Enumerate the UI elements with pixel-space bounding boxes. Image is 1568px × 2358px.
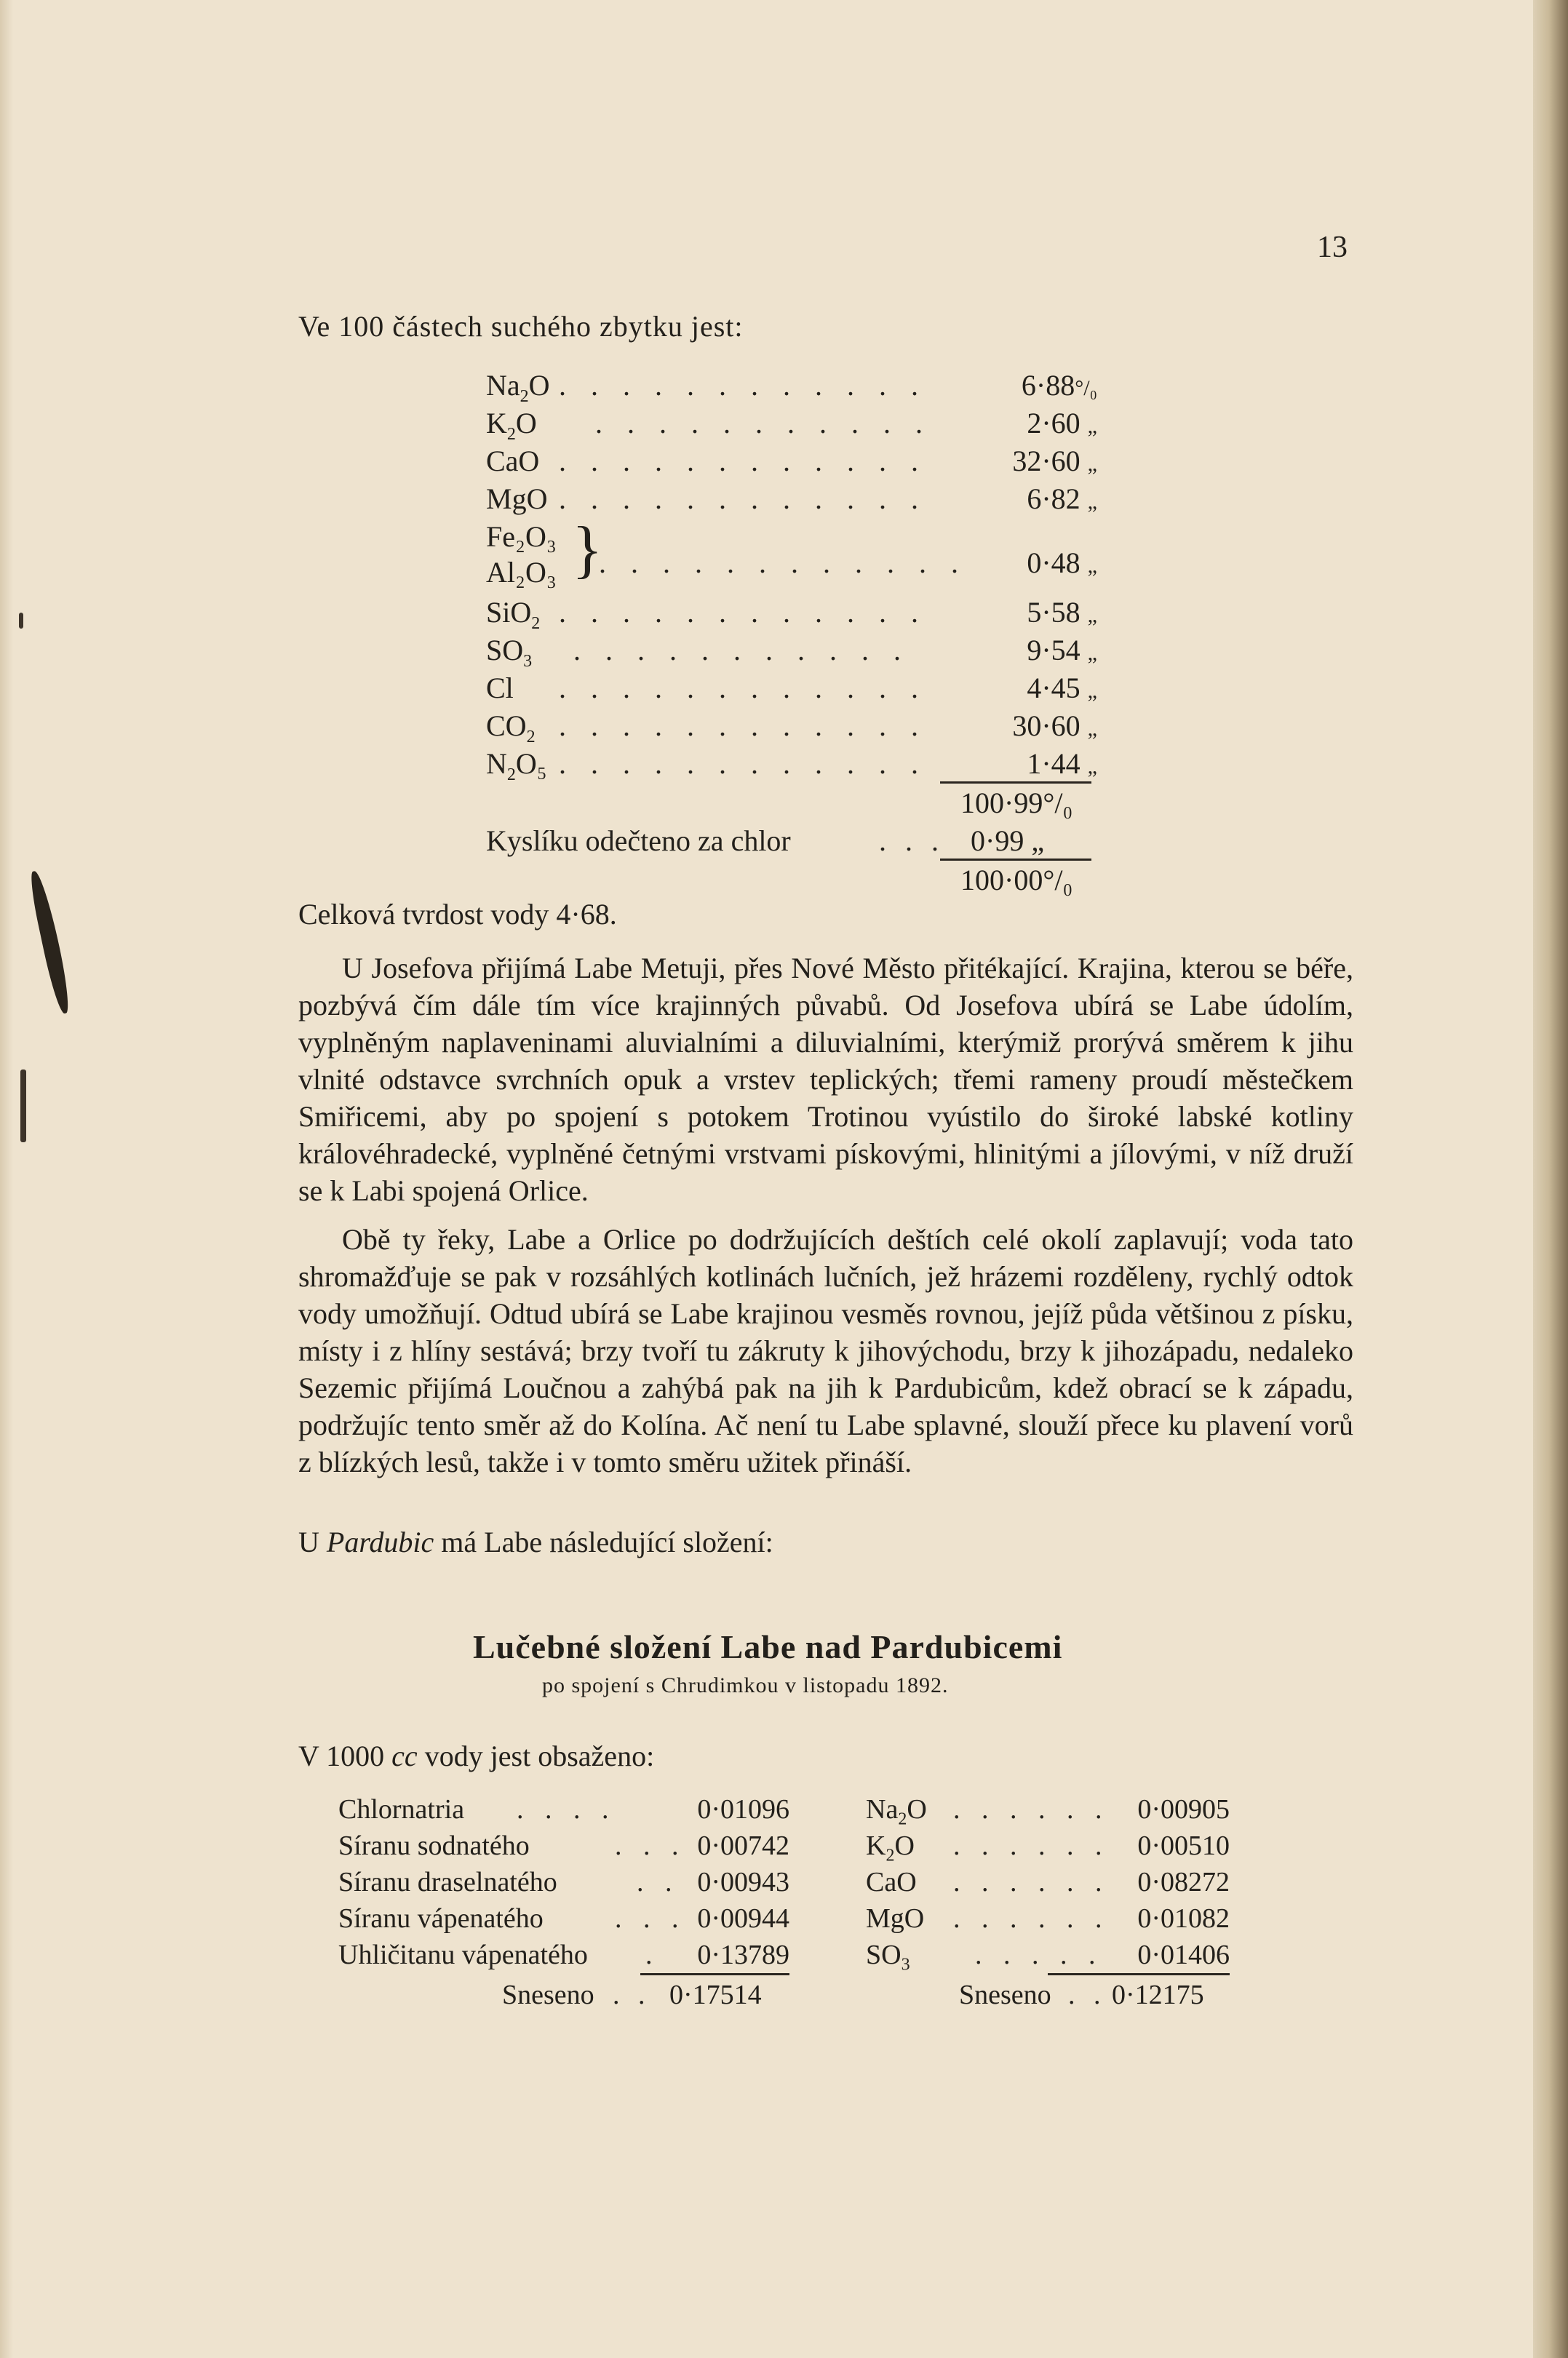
sum-rule (1048, 1973, 1230, 1975)
leader-dots: . . . (879, 824, 944, 857)
oxygen-label: Kyslíku odečteno za chlor (486, 824, 791, 857)
compound-name: MgO (486, 482, 548, 515)
pardubice-line: U Pardubic má Labe následující složení: (298, 1526, 773, 1558)
compound-value: 2·60 „ (1027, 407, 1097, 439)
sum-rule (640, 1973, 789, 1975)
intro-line: Ve 100 částech suchého zbytku jest: (298, 310, 744, 343)
sum-rule (940, 781, 1091, 784)
salt-row: Chlornatria . . . . 0·01096 (338, 1794, 789, 1825)
compound-name: $Na_2O$ (486, 369, 550, 406)
compound-name: SiO$_2$ (486, 596, 541, 633)
page-tear-mark (27, 869, 73, 1015)
paragraph: Obě ty řeky, Labe a Orlice po dodržujících deštích celé okolí zaplavují; voda tato shromažďuje se pak v rozsáhlých kotlinách lučních, jež hrázemi rozděleny, rychlý odtok vody umožňují. Odtud ubírá se Labe krajinou vesměs rovnou, jejíž půda většinou z písku, místy i z hlíny sestává; brzy tvoří tu zákruty k jihovýchodu, brzy k jihozápadu, nedaleko Sezemic přijímá Loučnou a zahýbá pak na jih k Pardubicům, kdež obrací se k západu, podržujíc tento směr až do Kolína. Ač není tu Labe splavné, slouží přece ku plavení vorů z blízkých lesů, takže i v tomto směru užitek přináší. (298, 1223, 1353, 1478)
compound-value: 0·48 „ (1027, 546, 1097, 579)
compound-value: 32·60 „ (1012, 445, 1097, 477)
compound-name: $K_2O$ (486, 407, 537, 444)
leader-dots: . . . . . . . . . . . . (559, 672, 927, 704)
composition-row (486, 595, 1097, 633)
leader-dots: . . . . . . . . . . . . (599, 546, 967, 579)
leader-dots: . . . . . . . . . . . . (559, 482, 927, 515)
salt-row: Síranu sodnatého . . . 0·00742 (338, 1831, 789, 1861)
composition-row (486, 709, 1097, 746)
leader-dots: . . . . . . . . . . . . (559, 369, 927, 402)
composition-row (486, 368, 1097, 406)
composition-total: 100·00°/₀ (960, 864, 1073, 896)
analysis-title: Lučebné složení Labe nad Pardubicemi (473, 1628, 1063, 1665)
salts-total-value: 0·17514 (669, 1980, 762, 2010)
ion-row: $K_2O$ . . . . . . 0·00510 (866, 1831, 1230, 1865)
ion-row: CaO . . . . . . 0·08272 (866, 1867, 1230, 1897)
compound-value: 30·60 „ (1012, 709, 1097, 742)
paragraph: U Josefova přijímá Labe Metuji, přes Nové Město přitékající. Krajina, kterou se béře, pozbývá čím dále tím více krajinných půvabů. Od Josefova ubírá se Labe údolím, vyplněným naplaveninami aluvialními a diluvialními, kterýmiž prorývá směrem k jihu vlnité odstavce svrchních opuk a vrstev teplických; třemi rameny proudí městečkem Smiřicemi, aby po spojení s potokem Trotinou vyústilo do široké labské kotliny královéhradecké, vyplněné četnými vrstvami pískovými, hlinitými a jílovými, v níž druží se k Labi spojená Orlice. (298, 952, 1353, 1207)
compound-name: $SO_3$ (486, 634, 533, 671)
page-number: 13 (1317, 231, 1348, 264)
leader-dots: . . . . . . . . . . . . (559, 596, 927, 629)
leader-dots: . . . . . . . . . . . . (559, 709, 927, 742)
sum-rule (940, 859, 1091, 861)
leader-dots: . . . . . . . . . . . (595, 407, 931, 439)
composition-row (486, 444, 1097, 482)
ion-row: MgO . . . . . . 0·01082 (866, 1903, 1230, 1934)
ions-total-label: Sneseno (959, 1980, 1051, 2010)
compound-name: CaO (486, 445, 540, 477)
composition-row (486, 406, 1097, 444)
fe2o3-label: Fe₂O₃ (486, 520, 557, 553)
leader-dots: . . . . . . . . . . . (573, 634, 910, 666)
place-name: Pardubic (326, 1526, 434, 1558)
margin-mark (20, 1070, 26, 1142)
ion-row: $SO_3$ . . . . . 0·01406 (866, 1940, 1230, 1975)
leader-dots: . . . . . . . . . . . . (559, 445, 927, 477)
composition-row (486, 546, 1097, 583)
margin-mark (19, 613, 23, 629)
analysis-subtitle: po spojení s Chrudimkou v listopadu 1892. (542, 1673, 949, 1697)
oxygen-value: 0·99 „ (971, 824, 1045, 857)
leader-dots: . . . . . . . . . . . . (559, 747, 927, 780)
page-edge-right (1533, 0, 1568, 2358)
page-edge-left (0, 0, 13, 2358)
compound-name: $N_2O_5$ (486, 747, 547, 784)
leader-dots: . . (1068, 1980, 1107, 2010)
compound-name: Cl (486, 672, 514, 704)
leader-dots: . . (613, 1980, 651, 2010)
ion-row: $Na_2O$ . . . . . . 0·00905 (866, 1794, 1230, 1829)
composition-row (486, 633, 1097, 671)
compound-value: 4·45 „ (1027, 672, 1097, 704)
composition-row (486, 671, 1097, 709)
water-hardness: Celková tvrdost vody 4·68. (298, 898, 617, 931)
compound-value: 1·44 „ (1027, 747, 1097, 780)
salts-total-label: Sneseno (502, 1980, 594, 2010)
bracket-symbol: } (572, 514, 603, 585)
salt-row: Uhličitanu vápenatého . 0·13789 (338, 1940, 789, 1970)
compound-value: 6·88°/₀ (1021, 369, 1097, 402)
volume-unit: cc (391, 1740, 418, 1772)
volume-line: V 1000 cc vody jest obsaženo: (298, 1740, 655, 1772)
composition-row (486, 746, 1097, 784)
compound-name: $CO_2$ (486, 709, 536, 746)
compound-value: 6·82 „ (1027, 482, 1097, 515)
salt-row: Síranu vápenatého . . . 0·00944 (338, 1903, 789, 1934)
ions-total-value: 0·12175 (1112, 1980, 1204, 2010)
salt-row: Síranu draselnatého . . 0·00943 (338, 1867, 789, 1897)
compound-value: 5·58 „ (1027, 596, 1097, 629)
composition-subtotal: 100·99°/₀ (960, 786, 1073, 819)
al2o3-label: Al₂O₃ (486, 556, 557, 589)
compound-value: 9·54 „ (1027, 634, 1097, 666)
